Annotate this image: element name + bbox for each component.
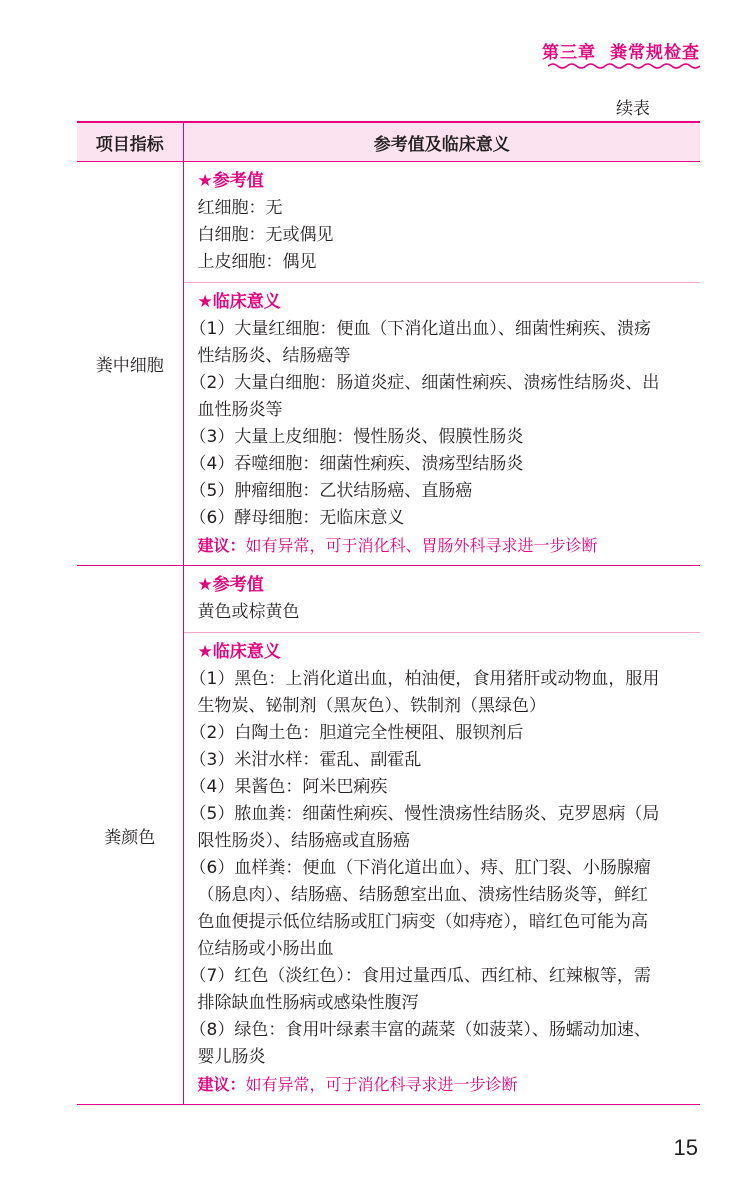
advice-key: 建议： [197,1075,246,1094]
advice-line [198,532,695,559]
reference-value-block [184,162,701,282]
chapter-title: 粪常规检查 [610,43,700,63]
header-wave-decoration [548,62,700,70]
clinical-line: （2）白陶土色：胆道完全性梗阻、服钡剂后 [189,723,524,743]
reference-title: ★参考值 [197,171,264,191]
reference-line: 红细胞：无 [197,198,283,218]
clinical-line: 排除缺血性肠病或感染性腹泻 [197,993,419,1013]
clinical-line: （6）酵母细胞：无临床意义 [189,508,405,528]
clinical-line: 色血便提示低位结肠或肛门病变（如痔疮），暗红色可能为高 [197,912,648,932]
reference-line: 白细胞：无或偶见 [197,225,334,245]
clinical-line: 位结肠或小肠出血 [197,939,334,959]
clinical-line: （1）大量红细胞：便血（下消化道出血）、细菌性痢疾、溃疡 [189,319,651,339]
clinical-line: （1）黑色：上消化道出血，柏油便，食用猪肝或动物血，服用 [189,669,660,689]
clinical-line: 血性肠炎等 [197,400,283,420]
clinical-line: 性结肠炎、结肠癌等 [197,346,351,366]
clinical-line: 生物炭、铋制剂（黑灰色）、铁制剂（黑绿色） [197,696,546,716]
clinical-line: （5）肿瘤细胞：乙状结肠癌、直肠癌 [189,481,473,501]
table-row [77,162,700,566]
chapter-number: 第三章 [542,43,596,63]
clinical-line: （4）吞噬细胞：细菌性痢疾、溃疡型结肠炎 [189,454,524,474]
clinical-line: 限性肠炎）、结肠癌或直肠癌 [197,831,410,851]
clinical-line: （4）果酱色：阿米巴痢疾 [189,777,388,797]
reference-table [77,121,700,1105]
reference-line: 黄色或棕黄色 [197,602,300,622]
clinical-line: （8）绿色：食用叶绿素丰富的蔬菜（如菠菜）、肠蠕动加速、 [189,1020,651,1040]
reference-line: 上皮细胞：偶见 [197,252,317,272]
col-header-item: 项目指标 [77,122,183,162]
row-label: 粪中细胞 [77,162,183,566]
reference-title: ★参考值 [197,575,264,595]
clinical-line: 婴儿肠炎 [197,1047,266,1067]
clinical-line: （3）米泔水样：霍乱、副霍乱 [189,750,422,770]
clinical-line: （6）血样粪：便血（下消化道出血）、痔、肛门裂、小肠腺瘤 [189,858,651,878]
table-header-row [77,122,700,162]
advice-text: 如有异常，可于消化科、胃肠外科寻求进一步诊断 [245,536,598,555]
clinical-line: （5）脓血粪：细菌性痢疾、慢性溃疡性结肠炎、克罗恩病（局 [189,804,660,824]
row-content [183,566,700,1105]
clinical-significance-block [184,282,701,565]
row-content [183,162,700,566]
continued-label: 续表 [616,99,650,119]
reference-value-block [184,566,701,632]
clinical-line: （3）大量上皮细胞：慢性肠炎、假膜性肠炎 [189,427,524,447]
page-number: 15 [673,1135,698,1160]
chapter-header [542,38,700,63]
advice-line [198,1071,695,1098]
row-label: 粪颜色 [77,566,183,1105]
clinical-title: ★临床意义 [197,642,281,662]
clinical-line: （2）大量白细胞：肠道炎症、细菌性痢疾、溃疡性结肠炎、出 [189,373,660,393]
clinical-significance-block [184,632,701,1104]
clinical-line: （7）红色（淡红色）：食用过量西瓜、西红柿、红辣椒等，需 [189,966,651,986]
table-row [77,566,700,1105]
col-header-reference: 参考值及临床意义 [183,122,700,162]
clinical-title: ★临床意义 [197,292,281,312]
advice-key: 建议： [197,536,246,555]
advice-text: 如有异常，可于消化科寻求进一步诊断 [245,1075,518,1094]
clinical-line: （肠息肉）、结肠癌、结肠憩室出血、溃疡性结肠炎等，鲜红 [197,885,648,905]
